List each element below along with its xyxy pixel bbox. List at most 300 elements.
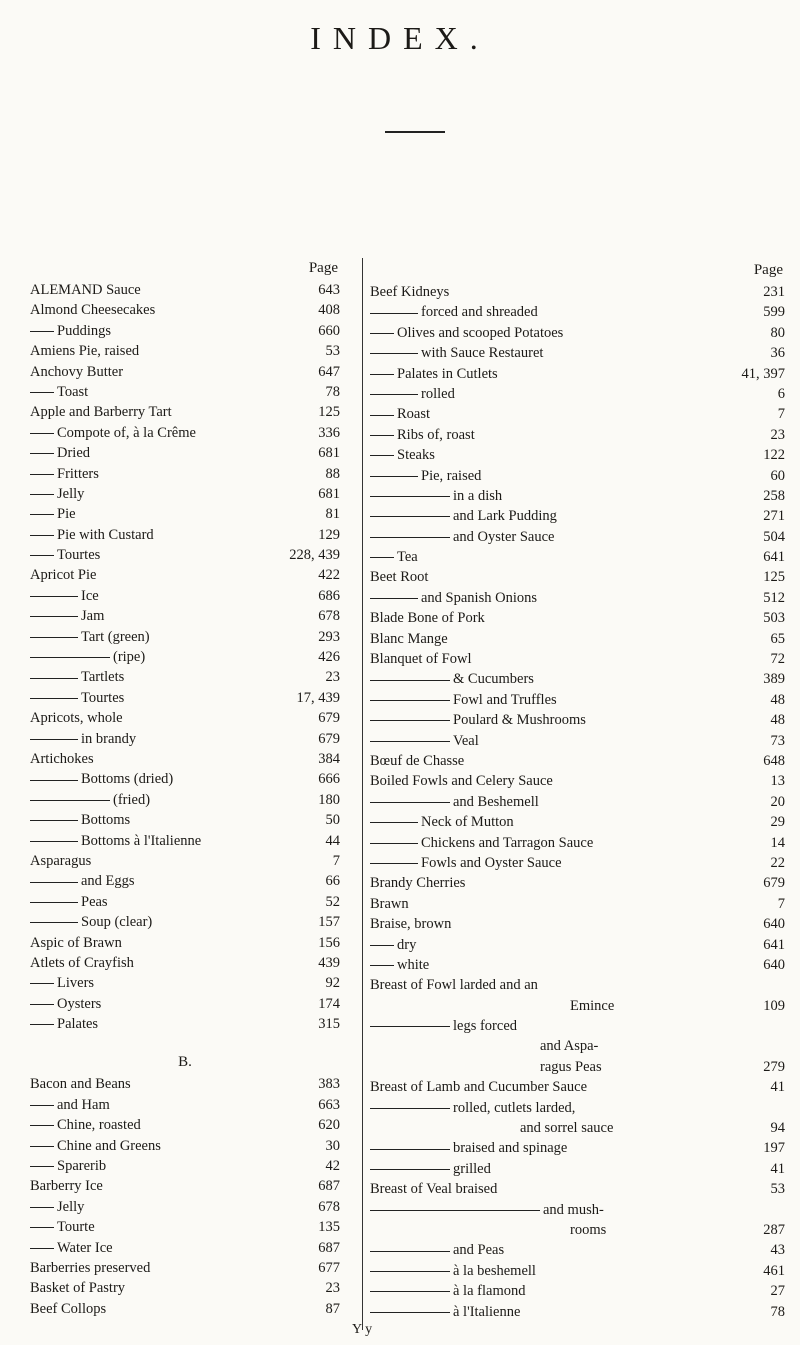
entry-name [370, 506, 557, 526]
index-entry [370, 506, 785, 526]
entry-page: 408 [318, 302, 340, 319]
entry-text: Tartlets [81, 669, 125, 686]
entry-text: Steaks [397, 447, 435, 464]
index-entry [370, 833, 785, 853]
entry-name [30, 688, 124, 708]
index-entry [30, 1014, 340, 1034]
entry-text: Bottoms [81, 812, 131, 829]
entry-text: and Aspa- [540, 1038, 599, 1055]
entry-name [30, 1156, 106, 1176]
entry-name [30, 912, 152, 932]
entry-list-left-b [30, 1074, 340, 1319]
entry-name [540, 1057, 602, 1077]
index-entry [30, 1197, 340, 1217]
index-entry [370, 486, 785, 506]
entry-text: à l'Italienne [453, 1303, 521, 1320]
index-entry [370, 1118, 785, 1138]
ditto-dash [370, 455, 394, 456]
entry-page: 679 [763, 875, 785, 892]
ditto-dash [30, 1146, 54, 1147]
entry-text: ALEMAND Sauce [30, 282, 141, 298]
entry-page: 22 [770, 854, 785, 871]
entry-page: 228, 439 [289, 547, 340, 564]
ditto-dash [30, 494, 54, 495]
entry-name [30, 1014, 98, 1034]
entry-name [370, 792, 539, 812]
entry-text: Aspic of Brawn [30, 934, 122, 951]
entry-page: 50 [325, 812, 340, 829]
entry-name [370, 914, 451, 934]
entry-text: Pie [57, 506, 76, 523]
entry-text: and Lark Pudding [453, 508, 557, 525]
entry-name [30, 362, 123, 382]
ditto-dash [30, 820, 78, 821]
entry-name [370, 302, 538, 322]
entry-name [370, 608, 485, 628]
entry-text: Tart (green) [81, 628, 150, 645]
entry-name [30, 1238, 113, 1258]
entry-name [30, 647, 145, 667]
entry-page: 129 [318, 526, 340, 543]
entry-page: 663 [318, 1096, 340, 1113]
index-entry [370, 384, 785, 404]
entry-name [370, 1281, 525, 1301]
entry-name [370, 343, 543, 363]
entry-text: rooms [570, 1221, 607, 1238]
entry-name [370, 588, 537, 608]
entry-text: and Beshemell [453, 793, 539, 810]
entry-name [30, 525, 154, 545]
entry-page: 87 [325, 1300, 340, 1317]
entry-name [370, 364, 498, 384]
index-entry [30, 627, 340, 647]
ditto-dash [30, 433, 54, 434]
entry-text: forced and shreaded [421, 304, 538, 321]
entry-text: with Sauce Restauret [421, 345, 544, 362]
entry-name [30, 565, 96, 585]
index-entry [370, 853, 785, 873]
section-letter-b: B. [178, 1054, 192, 1071]
ditto-dash [370, 965, 394, 966]
ditto-dash [30, 739, 78, 740]
entry-page: 41 [770, 1160, 785, 1177]
entry-text: Puddings [57, 322, 111, 339]
entry-text: Bacon and Beans [30, 1076, 131, 1093]
index-entry [370, 690, 785, 710]
entry-name [370, 1261, 536, 1281]
entry-page: 687 [318, 1239, 340, 1256]
entry-name [370, 1302, 520, 1322]
entry-name [570, 1220, 606, 1240]
entry-name [370, 567, 428, 587]
entry-name [30, 545, 100, 565]
entry-page: 156 [318, 934, 340, 951]
index-entry [370, 894, 785, 914]
entry-name [30, 504, 76, 524]
entry-name [370, 751, 464, 771]
entry-text: Olives and scooped Potatoes [397, 324, 564, 341]
entry-name [30, 382, 88, 402]
entry-page: 92 [325, 975, 340, 992]
entry-page: 48 [770, 712, 785, 729]
entry-text: Braise, brown [370, 916, 452, 933]
entry-page: 36 [770, 345, 785, 362]
index-entry [30, 831, 340, 851]
entry-page: 60 [770, 467, 785, 484]
index-entry [30, 464, 340, 484]
ditto-dash [30, 637, 78, 638]
entry-text: Artichokes [30, 750, 94, 767]
ditto-dash [30, 922, 78, 923]
index-entry [370, 323, 785, 343]
page-title: INDEX. [310, 20, 490, 56]
entry-page: 20 [770, 793, 785, 810]
ditto-dash [30, 392, 54, 393]
ditto-dash [370, 843, 418, 844]
entry-page: 174 [318, 995, 340, 1012]
ditto-dash [370, 1169, 450, 1170]
entry-page: 271 [763, 508, 785, 525]
entry-page: 78 [770, 1303, 785, 1320]
entry-name [370, 1159, 491, 1179]
entry-name [30, 464, 99, 484]
index-entry [30, 1278, 340, 1298]
entry-page: 503 [763, 610, 785, 627]
entry-name [370, 425, 475, 445]
entry-name [30, 1115, 141, 1135]
entry-name [30, 443, 90, 463]
entry-page: 27 [770, 1283, 785, 1300]
entry-text: ragus Peas [540, 1058, 602, 1075]
entry-page: 679 [318, 710, 340, 727]
index-entry [370, 343, 785, 363]
index-entry [30, 953, 340, 973]
entry-text: and Oyster Sauce [453, 528, 555, 545]
ditto-dash [370, 680, 450, 681]
index-entry [370, 955, 785, 975]
entry-text: Blanc Mange [370, 630, 448, 647]
index-entry [30, 1299, 340, 1319]
entry-page: 660 [318, 322, 340, 339]
ditto-dash [30, 882, 78, 883]
index-entry [370, 873, 785, 893]
entry-text: Peas [81, 893, 108, 910]
entry-page: 687 [318, 1178, 340, 1195]
index-entry [30, 362, 340, 382]
entry-page: 52 [325, 893, 340, 910]
entry-page: 512 [763, 589, 785, 606]
ditto-dash [370, 1251, 450, 1252]
ditto-dash [30, 1227, 54, 1228]
entry-text: Fowl and Truffles [453, 691, 557, 708]
index-entry [30, 1258, 340, 1278]
index-entry [370, 935, 785, 955]
entry-text: and Spanish Onions [421, 589, 537, 606]
ditto-dash [30, 678, 78, 679]
entry-name [370, 1179, 497, 1199]
entry-text: Jam [81, 608, 105, 625]
entry-name [30, 1217, 95, 1237]
ditto-dash [370, 1026, 450, 1027]
entry-page: 7 [777, 406, 785, 423]
ditto-dash [370, 313, 418, 314]
entry-page: 258 [763, 487, 785, 504]
index-entry [30, 933, 340, 953]
page-header-right: Page [753, 262, 783, 278]
ditto-dash [370, 1291, 450, 1292]
entry-text: Atlets of Crayfish [30, 954, 134, 971]
entry-page: 94 [770, 1120, 785, 1137]
entry-page: 640 [763, 956, 785, 973]
index-entry [30, 851, 340, 871]
entry-name [30, 1074, 131, 1094]
index-entry [30, 341, 340, 361]
entry-page: 6 [777, 385, 785, 402]
ditto-dash [370, 1210, 540, 1211]
entry-name [370, 1077, 587, 1097]
index-entry [370, 1240, 785, 1260]
ditto-dash [30, 1125, 54, 1126]
ditto-dash [30, 841, 78, 842]
index-entry [30, 1217, 340, 1237]
index-entry [30, 1074, 340, 1094]
index-entry [370, 1016, 785, 1036]
entry-page: 23 [325, 669, 340, 686]
entry-name [370, 282, 449, 302]
entry-page: 180 [318, 791, 340, 808]
entry-text: Blade Bone of Pork [370, 610, 485, 627]
ditto-dash [30, 800, 110, 801]
entry-page: 315 [318, 1016, 340, 1033]
entry-text: Basket of Pastry [30, 1280, 126, 1297]
entry-text: Roast [397, 406, 431, 423]
page-header-left: Page [308, 260, 338, 276]
entry-text: Palates [57, 1016, 99, 1033]
column-divider [362, 258, 363, 1330]
entry-page: 686 [318, 587, 340, 604]
entry-page: 287 [763, 1221, 785, 1238]
ditto-dash [370, 537, 450, 538]
entry-page: 43 [770, 1242, 785, 1259]
entry-name [370, 873, 465, 893]
entry-text: Breast of Fowl larded and an [370, 977, 538, 994]
entry-text: rolled [421, 385, 455, 402]
index-entry [370, 710, 785, 730]
entry-page: 677 [318, 1259, 340, 1276]
entry-name [370, 445, 435, 465]
ditto-dash [30, 983, 54, 984]
entry-page: 88 [325, 465, 340, 482]
entry-name [30, 321, 111, 341]
entry-page: 14 [770, 834, 785, 851]
entry-text: and sorrel sauce [520, 1120, 614, 1137]
ditto-dash [30, 616, 78, 617]
index-entry [370, 771, 785, 791]
entry-name [30, 1258, 150, 1278]
entry-page: 640 [763, 916, 785, 933]
entry-name [30, 749, 94, 769]
entry-text: Apple and Barberry Tart [30, 404, 172, 421]
entry-text: rolled, cutlets larded, [453, 1099, 576, 1116]
ditto-dash [30, 1207, 54, 1208]
ditto-dash [370, 863, 418, 864]
entry-name [370, 1138, 567, 1158]
entry-page: 7 [332, 852, 340, 869]
entry-text: Chickens and Tarragon Sauce [421, 834, 594, 851]
entry-text: Breast of Lamb and Cucumber Sauce [370, 1079, 588, 1096]
index-entry [30, 912, 340, 932]
ditto-dash [30, 555, 54, 556]
entry-name [30, 1299, 106, 1319]
index-entry [370, 812, 785, 832]
entry-name [370, 527, 554, 547]
entry-text: Breast of Veal braised [370, 1181, 498, 1198]
entry-text: and mush- [543, 1201, 604, 1218]
entry-page: 641 [763, 549, 785, 566]
entry-text: braised and spinage [453, 1140, 568, 1157]
index-entry [30, 484, 340, 504]
index-entry [370, 996, 785, 1016]
entry-text: grilled [453, 1160, 491, 1177]
index-entry [30, 871, 340, 891]
entry-text: & Cucumbers [453, 671, 534, 688]
index-entry [30, 973, 340, 993]
entry-text: Dried [57, 445, 91, 462]
entry-page: 73 [770, 732, 785, 749]
index-entry [30, 790, 340, 810]
entry-page: 42 [325, 1158, 340, 1175]
entry-page: 157 [318, 914, 340, 931]
index-entry [30, 1156, 340, 1176]
entry-page: 439 [318, 954, 340, 971]
entry-name [370, 935, 416, 955]
entry-page: 336 [318, 424, 340, 441]
entry-name [30, 769, 173, 789]
entry-page: 23 [770, 426, 785, 443]
entry-page: 389 [763, 671, 785, 688]
entry-name [370, 771, 553, 791]
entry-name [520, 1118, 613, 1138]
index-entry [370, 608, 785, 628]
entry-page: 65 [770, 630, 785, 647]
index-entry [370, 282, 785, 302]
entry-text: à la beshemell [453, 1262, 536, 1279]
entry-text: Anchovy Butter [30, 363, 124, 380]
entry-text: Tourtes [57, 547, 101, 564]
entry-page: 81 [325, 506, 340, 523]
entry-text: and Peas [453, 1242, 505, 1259]
entry-name [370, 323, 563, 343]
entry-name [370, 853, 562, 873]
index-entry [30, 423, 340, 443]
entry-name [30, 1197, 84, 1217]
entry-page: 681 [318, 485, 340, 502]
entry-name [370, 1016, 517, 1036]
entry-page: 30 [325, 1137, 340, 1154]
entry-text: Fritters [57, 465, 99, 482]
entry-text: Bottoms à l'Italienne [81, 832, 202, 849]
index-entry [30, 1136, 340, 1156]
entry-name [370, 710, 586, 730]
entry-text: Brandy Cherries [370, 875, 466, 892]
index-entry [370, 1179, 785, 1199]
entry-text: Chine, roasted [57, 1117, 141, 1134]
entry-text: Tourtes [81, 689, 125, 706]
entry-text: à la flamond [453, 1283, 526, 1300]
ditto-dash [30, 657, 110, 658]
entry-text: (fried) [113, 791, 151, 808]
index-entry [30, 688, 340, 708]
entry-page: 426 [318, 649, 340, 666]
index-entry [370, 1302, 785, 1322]
entry-page: 647 [318, 363, 340, 380]
index-entry [30, 443, 340, 463]
ditto-dash [370, 353, 418, 354]
entry-name [570, 996, 614, 1016]
entry-text: Barberry Ice [30, 1178, 103, 1195]
entry-name [370, 404, 430, 424]
entry-page: 279 [763, 1058, 785, 1075]
index-entry [370, 1077, 785, 1097]
entry-list-left [30, 280, 340, 1034]
index-entry [30, 565, 340, 585]
entry-name [30, 810, 130, 830]
entry-text: Boiled Fowls and Celery Sauce [370, 773, 553, 790]
ditto-dash [370, 741, 450, 742]
entry-text: Blanquet of Fowl [370, 651, 472, 668]
entry-text: (ripe) [113, 649, 146, 666]
index-entry [30, 1095, 340, 1115]
entry-name [30, 871, 135, 891]
entry-page: 125 [318, 404, 340, 421]
entry-name [370, 1240, 504, 1260]
entry-name [30, 1136, 161, 1156]
entry-page: 293 [318, 628, 340, 645]
entry-text: Pie with Custard [57, 526, 154, 543]
entry-text: and Eggs [81, 873, 135, 890]
entry-text: legs forced [453, 1018, 518, 1035]
entry-page: 53 [770, 1181, 785, 1198]
ditto-dash [370, 435, 394, 436]
ditto-dash [30, 902, 78, 903]
entry-name [30, 831, 201, 851]
ditto-dash [30, 1166, 54, 1167]
entry-page: 384 [318, 750, 340, 767]
index-entry [370, 404, 785, 424]
index-entry [370, 629, 785, 649]
index-entry [370, 1036, 785, 1056]
entry-page: 231 [763, 284, 785, 300]
index-entry [30, 545, 340, 565]
ditto-dash [370, 1108, 450, 1109]
entry-name [370, 649, 472, 669]
entry-text: Veal [453, 732, 479, 749]
index-entry [30, 749, 340, 769]
entry-text: Compote of, à la Crême [57, 424, 196, 441]
entry-page: 504 [763, 528, 785, 545]
entry-text: Oysters [57, 995, 102, 1012]
entry-page: 681 [318, 445, 340, 462]
entry-name [30, 708, 123, 728]
ditto-dash [30, 1024, 54, 1025]
entry-name [30, 790, 150, 810]
entry-text: Barberries preserved [30, 1259, 151, 1276]
index-entry [370, 588, 785, 608]
ditto-dash [370, 720, 450, 721]
ditto-dash [370, 374, 394, 375]
entry-text: Palates in Cutlets [397, 365, 498, 382]
entry-name [370, 669, 534, 689]
